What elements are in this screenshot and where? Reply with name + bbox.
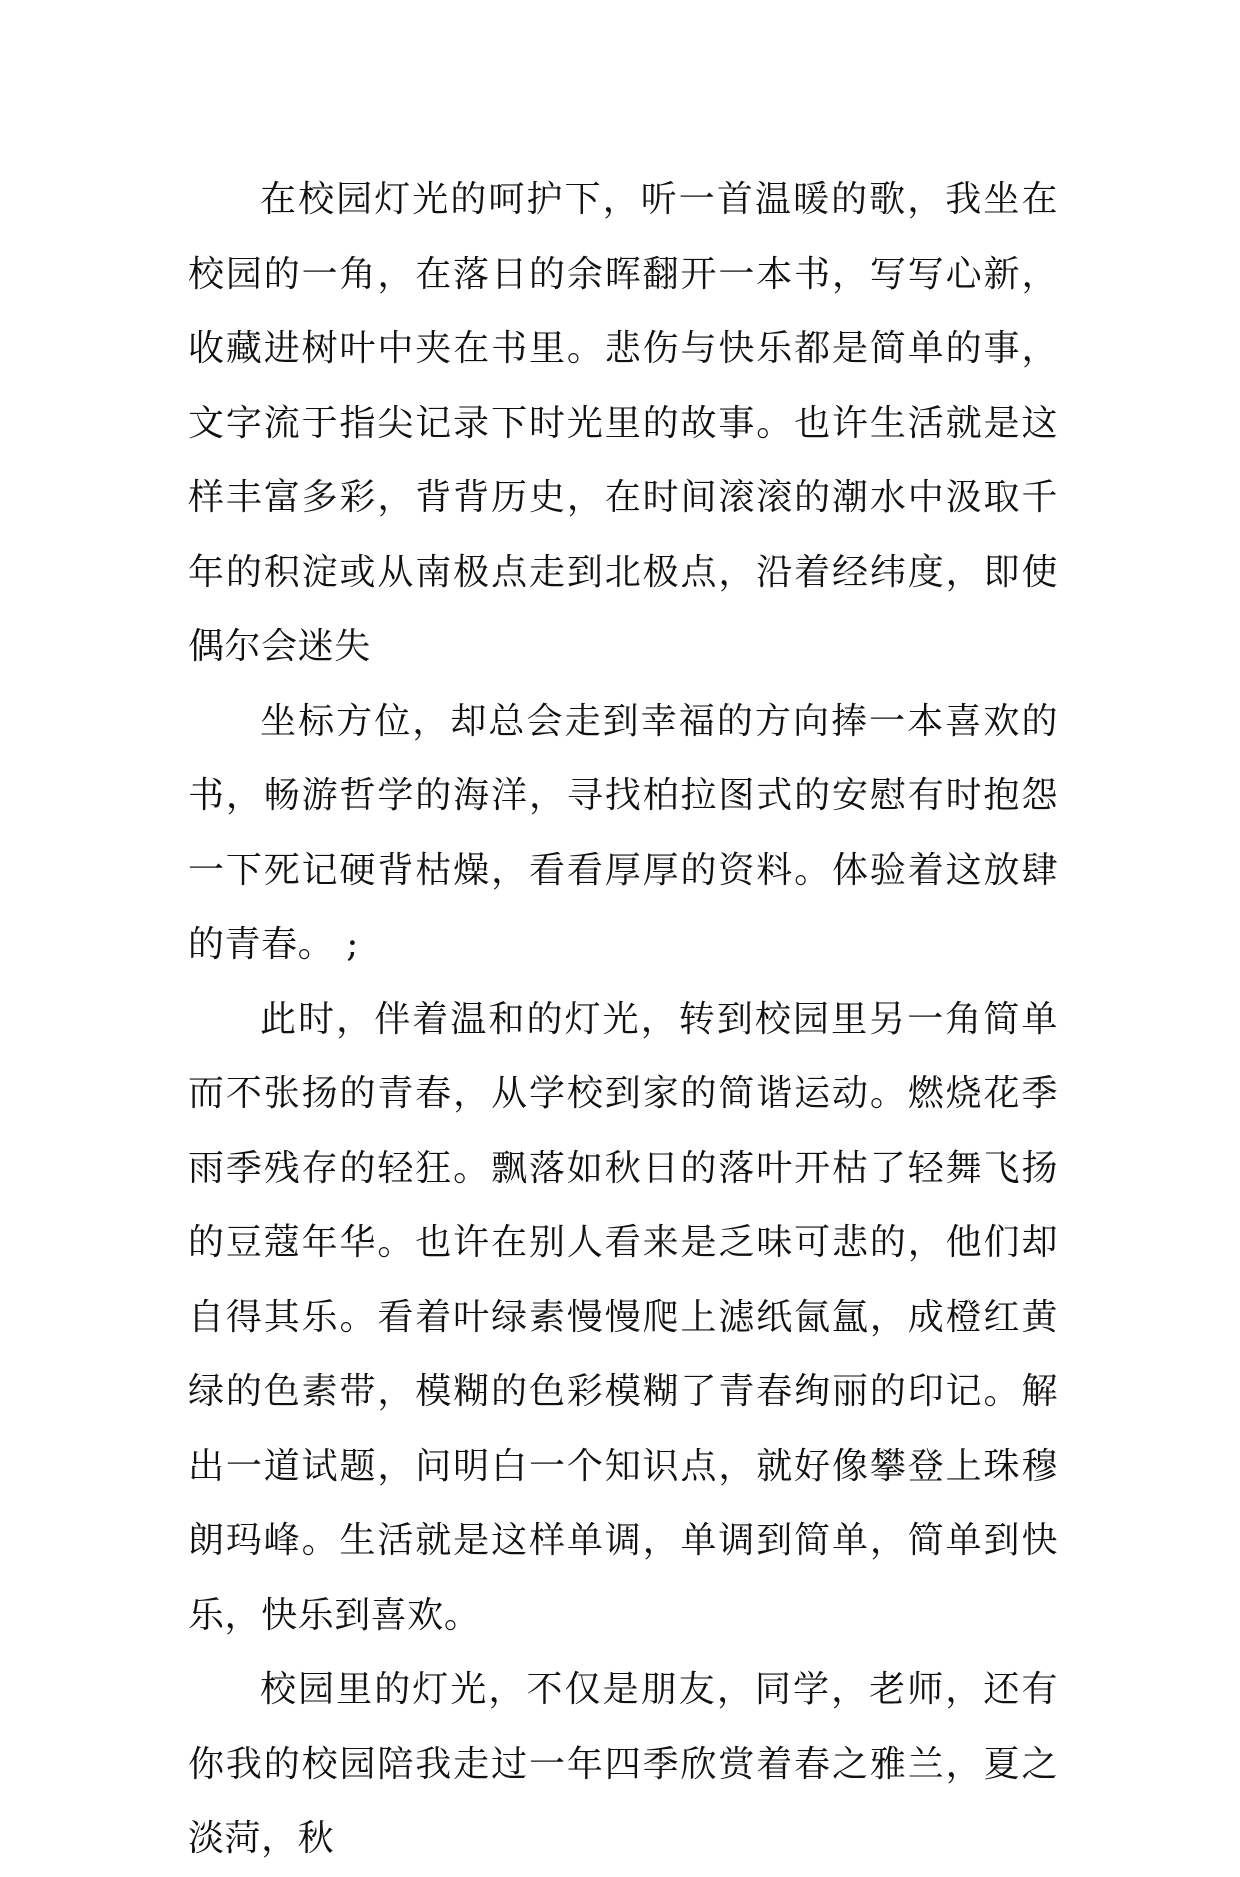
paragraph-4: 校园里的灯光，不仅是朋友，同学，老师，还有你我的校园陪我走过一年四季欣赏着春之雅兰，夏之淡菏，秋 bbox=[188, 1669, 1058, 1859]
paragraph-2: 坐标方位，却总会走到幸福的方向捧一本喜欢的书，畅游哲学的海洋，寻找柏拉图式的安慰有时抱怨一下死记硬背枯燥，看看厚厚的资料。体验着这放肆的青春。 ; bbox=[188, 700, 1058, 965]
article-body bbox=[188, 163, 1058, 1877]
paragraph-1: 在校园灯光的呵护下，听一首温暖的歌，我坐在校园的一角，在落日的余晖翻开一本书，写写心新，收藏进树叶中夹在书里。悲伤与快乐都是简单的事，文字流于指尖记录下时光里的故事。也许生活就是这样丰富多彩，背背历史，在时间滚滚的潮水中汲取千年的积淀或从南极点走到北极点，沿着经纬度，即使偶尔会迷失 bbox=[188, 179, 1058, 667]
paragraph-3: 此时，伴着温和的灯光，转到校园里另一角简单而不张扬的青春，从学校到家的简谐运动。燃烧花季雨季残存的轻狂。飘落如秋日的落叶开枯了轻舞飞扬的豆蔻年华。也许在别人看来是乏味可悲的，他们却自得其乐。看着叶绿素慢慢爬上滤纸氤氲，成橙红黄绿的色素带，模糊的色彩模糊了青春绚丽的印记。解出一道试题，问明白一个知识点，就好像攀登上珠穆朗玛峰。生活就是这样单调，单调到简单，简单到快乐，快乐到喜欢。 bbox=[188, 998, 1058, 1636]
